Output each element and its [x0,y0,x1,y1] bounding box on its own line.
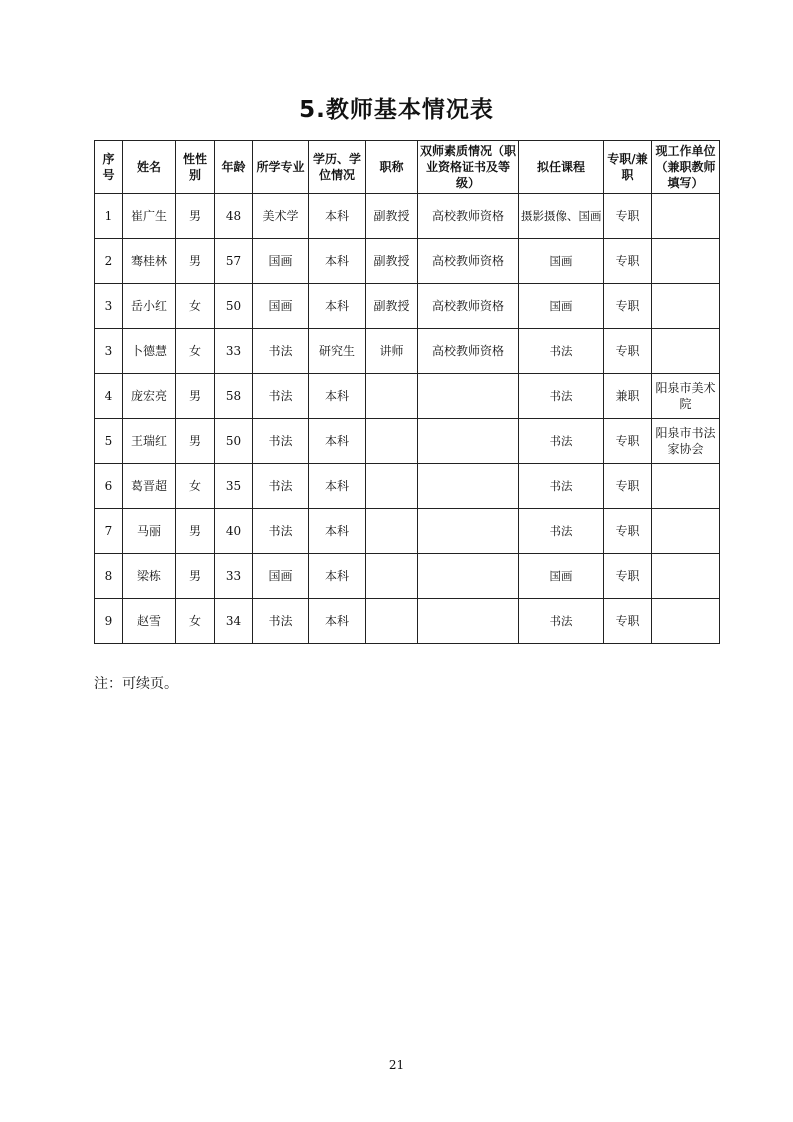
teacher-info-table [94,140,720,644]
cell-seq: 9 [95,599,123,644]
cell-work-unit [652,284,720,329]
cell-degree: 本科 [309,554,366,599]
cell-dual-qualification: 高校教师资格 [418,194,519,239]
cell-dual-qualification [418,554,519,599]
cell-name: 庞宏亮 [123,374,176,419]
cell-dual-qualification [418,464,519,509]
cell-degree: 本科 [309,419,366,464]
cell-name: 骞桂林 [123,239,176,284]
cell-work-unit [652,464,720,509]
cell-course: 书法 [519,419,604,464]
cell-work-unit [652,599,720,644]
cell-major: 书法 [253,419,309,464]
cell-employment-type: 专职 [604,329,652,374]
cell-age: 33 [215,554,253,599]
table-row [95,239,720,284]
cell-gender: 男 [176,374,215,419]
cell-age: 57 [215,239,253,284]
cell-seq: 2 [95,239,123,284]
page-title: 5.教师基本情况表 [299,97,494,123]
table-row [95,194,720,239]
header-gender: 性性别 [176,141,215,194]
cell-work-unit [652,554,720,599]
cell-seq: 6 [95,464,123,509]
cell-course: 书法 [519,599,604,644]
cell-course: 书法 [519,509,604,554]
cell-rank [366,599,418,644]
cell-degree: 本科 [309,239,366,284]
cell-age: 58 [215,374,253,419]
cell-rank: 副教授 [366,194,418,239]
cell-dual-qualification: 高校教师资格 [418,284,519,329]
cell-employment-type: 专职 [604,554,652,599]
cell-gender: 男 [176,239,215,284]
cell-rank [366,464,418,509]
cell-degree: 本科 [309,284,366,329]
cell-employment-type: 专职 [604,464,652,509]
cell-degree: 本科 [309,374,366,419]
cell-course: 书法 [519,374,604,419]
cell-rank: 副教授 [366,284,418,329]
cell-name: 赵雪 [123,599,176,644]
cell-age: 50 [215,419,253,464]
cell-rank [366,374,418,419]
cell-course: 摄影摄像、国画 [519,194,604,239]
header-rank: 职称 [366,141,418,194]
cell-seq: 1 [95,194,123,239]
cell-seq: 3 [95,329,123,374]
cell-dual-qualification [418,509,519,554]
cell-age: 40 [215,509,253,554]
cell-major: 国画 [253,239,309,284]
cell-gender: 女 [176,599,215,644]
cell-rank: 讲师 [366,329,418,374]
cell-major: 书法 [253,509,309,554]
cell-degree: 本科 [309,194,366,239]
cell-work-unit: 阳泉市美术院 [652,374,720,419]
table-row [95,599,720,644]
cell-name: 崔广生 [123,194,176,239]
cell-degree: 本科 [309,509,366,554]
cell-course: 国画 [519,239,604,284]
cell-age: 35 [215,464,253,509]
cell-name: 岳小红 [123,284,176,329]
cell-major: 书法 [253,374,309,419]
cell-rank [366,509,418,554]
header-work-unit: 现工作单位（兼职教师填写） [652,141,720,194]
table-row [95,419,720,464]
table-row [95,554,720,599]
cell-employment-type: 专职 [604,419,652,464]
table-row [95,329,720,374]
cell-work-unit [652,509,720,554]
cell-employment-type: 专职 [604,194,652,239]
table-row [95,464,720,509]
cell-work-unit: 阳泉市书法家协会 [652,419,720,464]
cell-gender: 女 [176,464,215,509]
page-number: 21 [388,1058,405,1072]
cell-age: 48 [215,194,253,239]
header-dual-qualification: 双师素质情况（职业资格证书及等级） [418,141,519,194]
cell-name: 卜德慧 [123,329,176,374]
cell-dual-qualification [418,374,519,419]
table-header-row [95,141,720,194]
cell-employment-type: 专职 [604,599,652,644]
cell-major: 国画 [253,284,309,329]
cell-name: 王瑞红 [123,419,176,464]
cell-rank [366,419,418,464]
cell-age: 50 [215,284,253,329]
cell-gender: 女 [176,329,215,374]
cell-age: 33 [215,329,253,374]
cell-dual-qualification: 高校教师资格 [418,329,519,374]
header-major: 所学专业 [253,141,309,194]
header-age: 年龄 [215,141,253,194]
cell-employment-type: 专职 [604,509,652,554]
cell-course: 书法 [519,329,604,374]
table-row [95,284,720,329]
cell-gender: 女 [176,284,215,329]
cell-work-unit [652,194,720,239]
cell-seq: 3 [95,284,123,329]
table-note: 注：可续页。 [94,676,178,692]
header-degree: 学历、学位情况 [309,141,366,194]
cell-course: 书法 [519,464,604,509]
cell-major: 书法 [253,329,309,374]
cell-degree: 研究生 [309,329,366,374]
cell-rank: 副教授 [366,239,418,284]
cell-course: 国画 [519,554,604,599]
cell-age: 34 [215,599,253,644]
cell-gender: 男 [176,194,215,239]
cell-seq: 8 [95,554,123,599]
cell-name: 葛晋超 [123,464,176,509]
cell-major: 书法 [253,599,309,644]
cell-major: 美术学 [253,194,309,239]
cell-work-unit [652,239,720,284]
cell-gender: 男 [176,419,215,464]
cell-seq: 5 [95,419,123,464]
cell-seq: 7 [95,509,123,554]
cell-seq: 4 [95,374,123,419]
header-seq: 序号 [95,141,123,194]
cell-employment-type: 专职 [604,239,652,284]
header-name: 姓名 [123,141,176,194]
cell-major: 国画 [253,554,309,599]
table-row [95,509,720,554]
cell-dual-qualification [418,419,519,464]
cell-gender: 男 [176,554,215,599]
cell-degree: 本科 [309,464,366,509]
cell-name: 马丽 [123,509,176,554]
cell-employment-type: 专职 [604,284,652,329]
header-course: 拟任课程 [519,141,604,194]
cell-name: 梁栋 [123,554,176,599]
cell-rank [366,554,418,599]
cell-degree: 本科 [309,599,366,644]
cell-dual-qualification [418,599,519,644]
header-employment-type: 专职/兼职 [604,141,652,194]
cell-employment-type: 兼职 [604,374,652,419]
cell-major: 书法 [253,464,309,509]
cell-dual-qualification: 高校教师资格 [418,239,519,284]
cell-gender: 男 [176,509,215,554]
table-row [95,374,720,419]
cell-course: 国画 [519,284,604,329]
cell-work-unit [652,329,720,374]
